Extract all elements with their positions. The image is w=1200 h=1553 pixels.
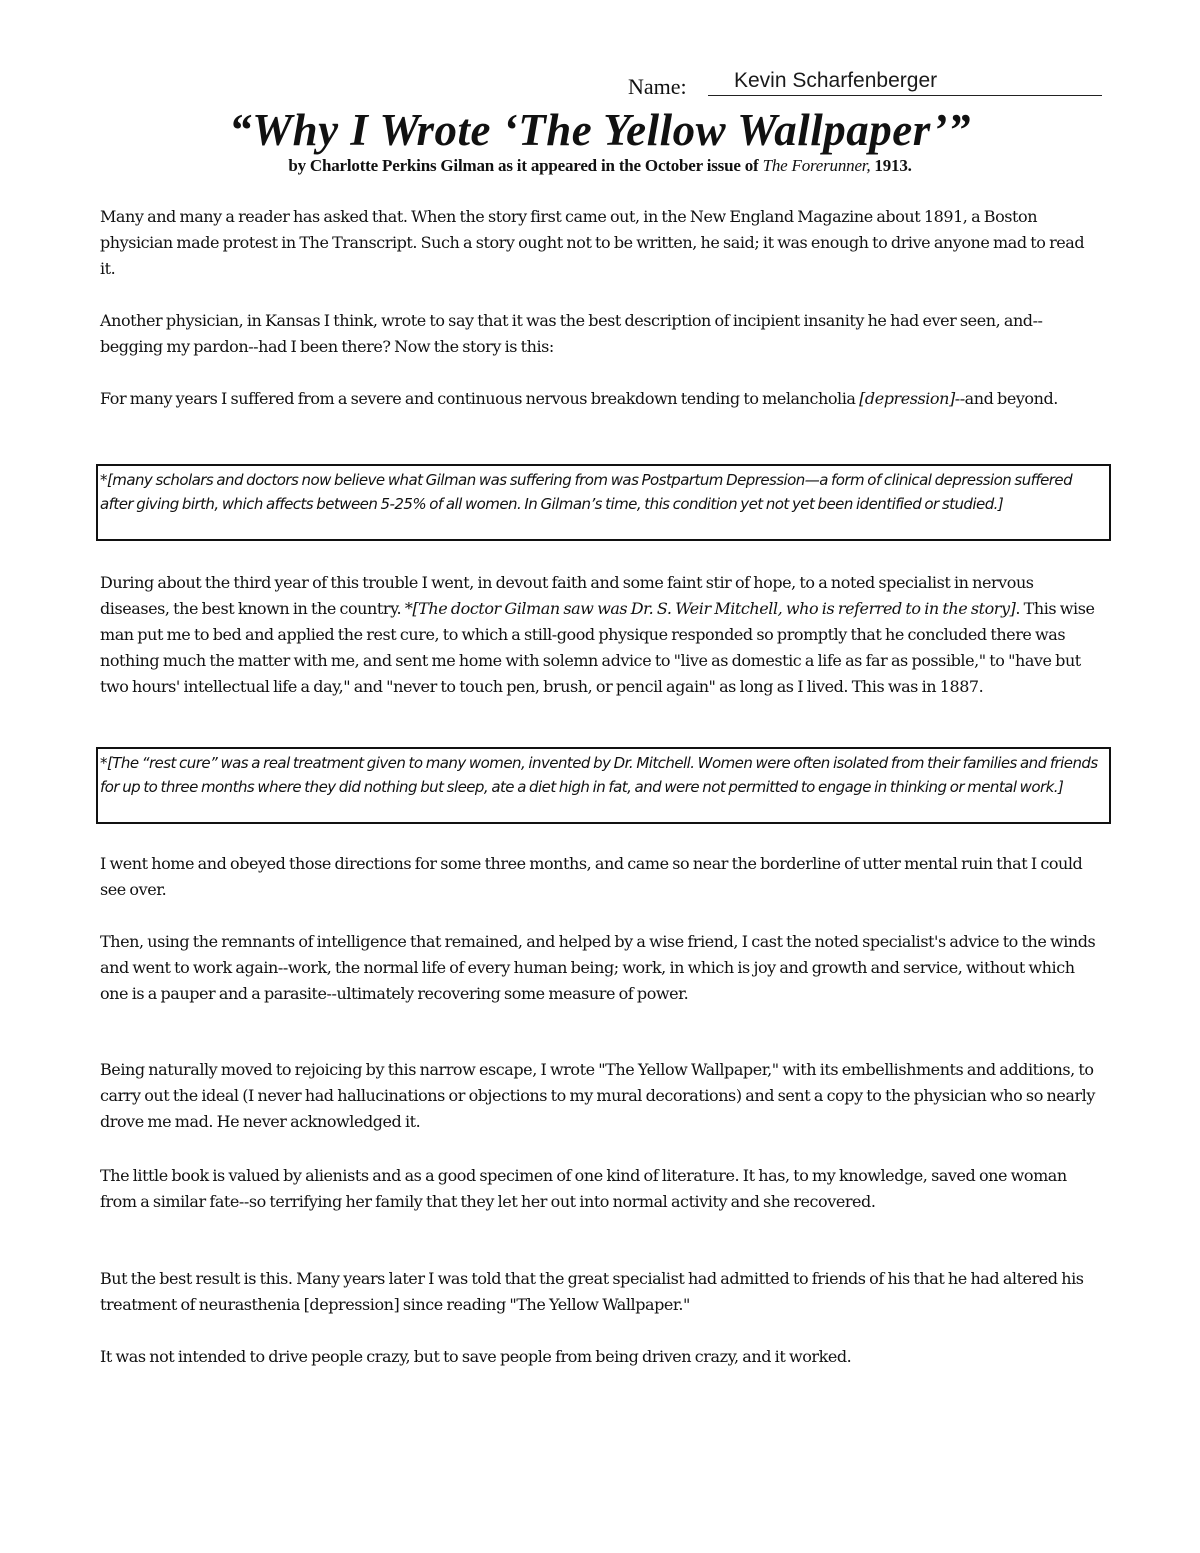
paragraph-5: I went home and obeyed those directions for some three months, and came so near the borderline of utter mental ruin that I could see over.	[100, 854, 1083, 899]
paragraph-4	[100, 570, 1100, 700]
annotation-box-2: *[The “rest cure” was a real treatment given to many women, invented by Dr. Mitchell. Women were often isolated from their families and friends for up to three months where they did nothing but sleep, ate a diet high in fat, and were not permitted to engage in thinking or mental work.]	[96, 747, 1111, 824]
publication-name: The Forerunner,	[762, 156, 871, 175]
paragraph-8: The little book is valued by alienists and as a good specimen of one kind of literature. It has, to my knowledge, saved one woman from a similar fate--so terrifying her family that they let her out into normal activity and she recovered.	[100, 1166, 1067, 1211]
paragraph-4-tail: . This wise man put me to bed and applied the rest cure, to which a still-good physique responded so promptly that he concluded there was nothing much the matter with me, and sent me home with solemn advice to "live as domestic a life as far as possible," to "have but two hours' intellectual life a day," and "never to touch pen, brush, or pencil again" as long as I lived. This was in 1887.	[100, 599, 1095, 696]
byline	[0, 156, 1200, 176]
byline-year: 1913.	[870, 156, 912, 175]
paragraph-7: Being naturally moved to rejoicing by this narrow escape, I wrote "The Yellow Wallpaper," with its embellishments and additions, to carry out the ideal (I never had hallucinations or objections to my mural decorations) and sent a copy to the physician who so nearly drove me mad. He never acknowledged it.	[100, 1060, 1095, 1131]
paragraph-10: It was not intended to drive people crazy, but to save people from being driven crazy, and it worked.	[100, 1347, 852, 1366]
name-label: Name:	[628, 74, 687, 99]
paragraph-9: But the best result is this. Many years later I was told that the great specialist had admitted to friends of his that he had altered his treatment of neurasthenia [depression] since reading "The Yellow Wallpaper."	[100, 1269, 1084, 1314]
paragraph-3-tail: --and beyond.	[954, 389, 1058, 408]
paragraph-2: Another physician, in Kansas I think, wrote to say that it was the best description of incipient insanity he had ever seen, and--begging my pardon--had I been there? Now the story is this:	[100, 311, 1043, 356]
paragraph-6: Then, using the remnants of intelligence that remained, and helped by a wise friend, I cast the noted specialist's advice to the winds and went to work again--work, the normal life of every human being; work, in which is joy and growth and service, without which one is a pauper and a parasite--ultimately recovering some measure of power.	[100, 932, 1096, 1003]
annotation-box-1: *[many scholars and doctors now believe what Gilman was suffering from was Postpartum Depression—a form of clinical depression suffered after giving birth, which affects between 5-25% of all women. In Gilman’s time, this condition yet not yet been identified or studied.]	[96, 464, 1111, 541]
paragraph-1: Many and many a reader has asked that. When the story first came out, in the New England Magazine about 1891, a Boston physician made protest in The Transcript. Such a story ought not to be written, he said; it was enough to drive anyone mad to read it.	[100, 207, 1085, 278]
name-field	[628, 66, 1102, 98]
paragraph-4-text: During about the third year of this trouble I went, in devout faith and some faint stir of hope, to a noted specialist in nervous diseases, the best known in the country.	[100, 573, 1034, 618]
paragraph-3-text: For many years I suffered from a severe and continuous nervous breakdown tending to melancholia	[100, 389, 860, 408]
paragraph-4-italic: *[The doctor Gilman saw was Dr. S. Weir Mitchell, who is referred to in the story]	[404, 599, 1016, 618]
paragraph-3	[100, 386, 1100, 412]
byline-text: by Charlotte Perkins Gilman as it appeared in the October issue of	[288, 156, 763, 175]
name-value: Kevin Scharfenberger	[708, 66, 1102, 96]
paragraph-3-italic: [depression]	[859, 389, 955, 408]
document-title: “Why I Wrote ‘The Yellow Wallpaper’”	[229, 105, 971, 155]
